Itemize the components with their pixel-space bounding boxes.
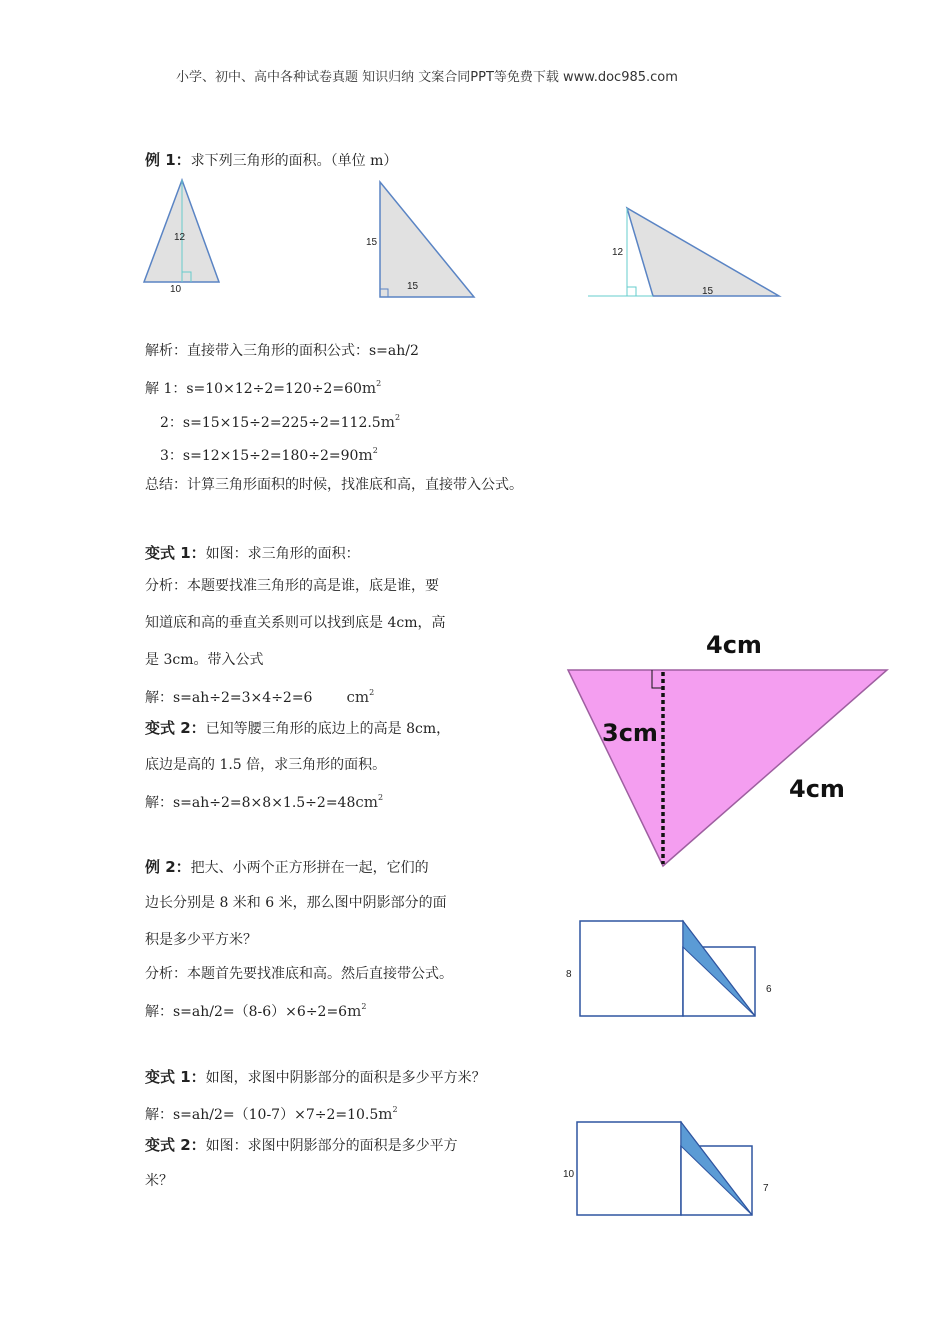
- big-square-label: 10: [563, 1169, 575, 1180]
- variant-4-text-2: 米？: [145, 1173, 173, 1189]
- variant-3-solution-text: 解：s=ah/2=（10-7）×7÷2=10.5: [145, 1107, 379, 1123]
- variant-4-label: 变式 2：: [145, 1136, 206, 1154]
- example-2-solution-text: 解：s=ah/2=（8-6）×6÷2=6: [145, 1004, 348, 1020]
- variant-2-label: 变式 2：: [145, 719, 206, 737]
- big-square: [577, 1122, 681, 1215]
- variant-2-text-1: 已知等腰三角形的底边上的高是 8cm，: [205, 721, 451, 737]
- example-1-label: 例 1：: [145, 151, 191, 169]
- triangle-1-height-label: 12: [174, 232, 186, 243]
- variant-1-solution-text: 解：s=ah÷2=3×4÷2=6: [145, 690, 313, 706]
- variant-1-analysis-line-2: 知道底和高的垂直关系则可以找到底是 4cm，高: [145, 615, 446, 631]
- variant-3-text: 如图，求图中阴影部分的面积是多少平方米？: [205, 1070, 486, 1086]
- pink-triangle-height-label: 3cm: [602, 719, 658, 747]
- example-2-text-1: 把大、小两个正方形拼在一起，它们的: [190, 860, 429, 876]
- solution-3-text: 3：s=12×15÷2=180÷2=90: [160, 448, 359, 464]
- unit-cm: $cm^2$: [346, 688, 375, 706]
- variant-2-solution-text: 解：s=ah÷2=8×8×1.5÷2=48: [145, 795, 356, 811]
- unit-m: $m^2$: [380, 413, 401, 431]
- pink-triangle-top-label: 4cm: [706, 631, 762, 659]
- unit-m: $m^2$: [347, 1002, 367, 1020]
- example-1-summary: 总结：计算三角形面积的时候，找准底和高，直接带入公式。: [145, 477, 523, 493]
- variant-1-label: 变式 1：: [145, 544, 206, 562]
- unit-m: $m^2$: [378, 1105, 398, 1123]
- unit-cm: $cm^2$: [355, 793, 384, 811]
- example-1-analysis: 解析：直接带入三角形的面积公式：s=ah/2: [145, 343, 419, 359]
- example-2-text-3: 积是多少平方米？: [145, 932, 257, 948]
- small-square-label: 7: [763, 1183, 769, 1194]
- variant-3-label: 变式 1：: [145, 1068, 206, 1086]
- example-2-text-2: 边长分别是 8 米和 6 米，那么图中阴影部分的面: [145, 895, 447, 911]
- variant-2-text-2: 底边是高的 1.5 倍，求三角形的面积。: [145, 757, 387, 773]
- variant-1-analysis-line-3: 是 3cm。带入公式: [145, 652, 264, 668]
- example-2-analysis: 分析：本题首先要找准底和高。然后直接带公式。: [145, 966, 453, 982]
- variant-1-analysis-line-1: 分析：本题要找准三角形的高是谁，底是谁，要: [145, 578, 439, 594]
- example-2-label: 例 2：: [145, 858, 191, 876]
- triangle-1-base-label: 10: [170, 284, 182, 295]
- variant-4-text-1: 如图：求图中阴影部分的面积是多少平方: [205, 1138, 458, 1154]
- pink-triangle-side-label: 4cm: [789, 775, 845, 803]
- triangle-3-base-label: 15: [702, 286, 714, 297]
- small-square-label: 6: [766, 984, 772, 995]
- solution-1-text: 解 1：s=10×12÷2=120÷2=60: [145, 381, 362, 397]
- triangle-2-base-label: 15: [407, 281, 419, 292]
- triangle-3-height-label: 12: [612, 247, 624, 258]
- unit-m: $m^2$: [361, 379, 382, 397]
- unit-m: $m^2$: [358, 446, 378, 464]
- big-square-label: 8: [566, 969, 572, 980]
- solution-2-text: 2：s=15×15÷2=225÷2=112.5: [160, 415, 381, 431]
- page-header: 小学、初中、高中各种试卷真题 知识归纳 文案合同PPT等免费下载 www.doc985.com: [176, 70, 678, 85]
- variant-1-text: 如图：求三角形的面积：: [205, 546, 360, 562]
- example-1-text: 求下列三角形的面积。（单位 m）: [190, 153, 398, 169]
- triangle-2-height-label: 15: [366, 237, 378, 248]
